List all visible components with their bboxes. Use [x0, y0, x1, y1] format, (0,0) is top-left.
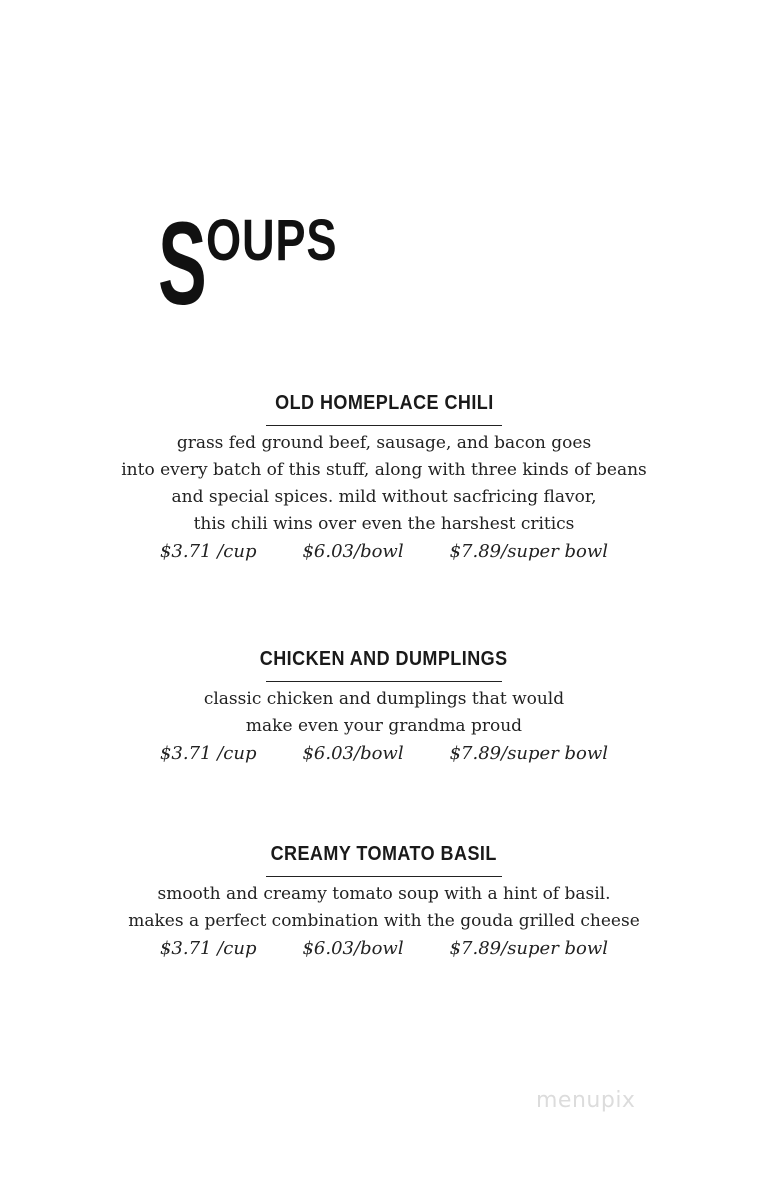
price-row — [0, 538, 768, 566]
menu-item-description-line: grass fed ground beef, sausage, and bacon goes — [176, 433, 592, 453]
menu-item-title: OLD HOMEPLACE CHILI — [274, 392, 494, 414]
price-super-bowl: $7.89/super bowl — [449, 938, 609, 959]
price-row — [0, 740, 768, 768]
menu-item-title: CHICKEN AND DUMPLINGS — [260, 648, 508, 670]
page-title-initial: S — [158, 198, 207, 330]
menu-item-description-line: makes a perfect combination with the gouda grilled cheese — [128, 911, 640, 931]
title-divider — [266, 681, 502, 682]
price-bowl: $6.03/bowl — [302, 743, 404, 764]
title-divider — [266, 425, 502, 426]
menu-item-title: CREAMY TOMATO BASIL — [270, 843, 498, 865]
title-divider — [266, 876, 502, 877]
price-cup: $3.71 /cup — [159, 541, 257, 562]
menu-item-description-line: this chili wins over even the harshest critics — [193, 514, 575, 534]
price-cup: $3.71 /cup — [159, 938, 257, 959]
menu-item-description-line: make even your grandma proud — [245, 716, 523, 736]
menu-item-description-line: into every batch of this stuff, along with three kinds of beans — [121, 460, 647, 480]
price-super-bowl: $7.89/super bowl — [449, 743, 609, 764]
menu-item-tomato-basil — [0, 843, 768, 963]
price-row — [0, 935, 768, 963]
menu-item-chicken-dumplings — [0, 648, 768, 768]
menu-item-description-line: and special spices. mild without sacfricing flavor, — [171, 487, 597, 507]
menu-item-chili — [0, 392, 768, 566]
price-super-bowl: $7.89/super bowl — [449, 541, 609, 562]
watermark: menupix — [536, 1088, 636, 1113]
page-title-rest: OUPS — [206, 208, 338, 273]
price-bowl: $6.03/bowl — [302, 938, 404, 959]
price-cup: $3.71 /cup — [159, 743, 257, 764]
price-bowl: $6.03/bowl — [302, 541, 404, 562]
menu-item-description-line: classic chicken and dumplings that would — [203, 689, 565, 709]
menu-item-description-line: smooth and creamy tomato soup with a hint of basil. — [157, 884, 611, 904]
page-title — [158, 198, 374, 330]
